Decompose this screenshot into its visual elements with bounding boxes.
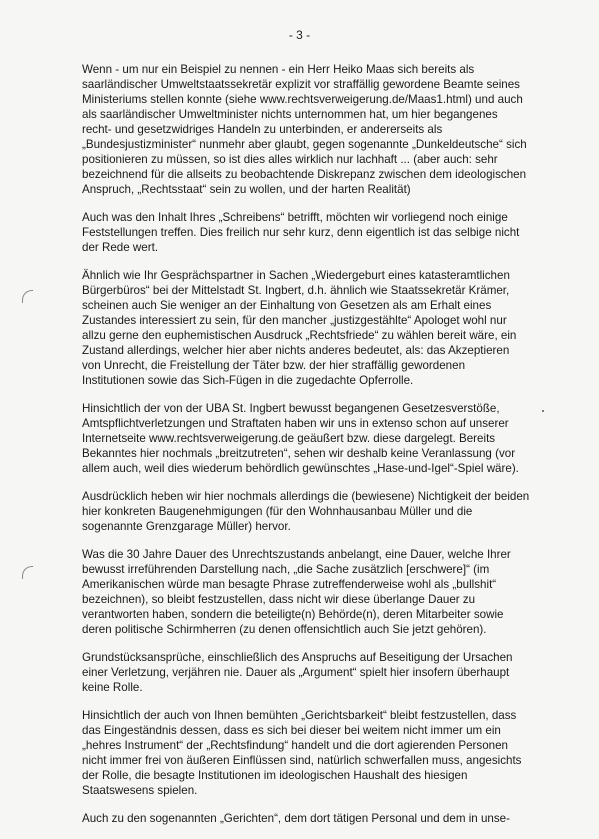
paragraph-gerichten: Auch zu den sogenannten „Gerichten“, dem dort tätigen Personal und dem in unse-: [82, 812, 510, 825]
speck: [542, 410, 544, 412]
paragraph-schreiben: Auch was den Inhalt Ihres „Schreibens“ betrifft, möchten wir vorliegend noch einige Feststellungen treffen. Dies freilich nur sehr kurz, denn eigentlich ist das selbige nicht der Rede wert.: [82, 211, 520, 254]
page-number: - 3 -: [288, 28, 311, 42]
paragraph-30-jahre: Was die 30 Jahre Dauer des Unrechtszustands anbelangt, eine Dauer, welche Ihrer bewusst irreführenden Darstellung nach, „die Sache zusätzlich [erschwere]“ (im Amerikanischen würde man besagte Phrase zutreffenderweise wohl als „bullshit“ bezeichnen), so bleibt festzustellen, dass nicht wir diese überlange Dauer zu verantworten haben, sondern die beteiligte(n) Behörde(n), deren Mitarbeiter sowie deren politische Schirmherren (zu denen offensichtlich auch Sie jetzt gehören).: [82, 548, 511, 636]
paragraph-grundstuecksansprueche: Grundstücksansprüche, einschließlich des Anspruchs auf Beseitigung der Ursachen einer Verletzung, verjähren nie. Dauer als „Argument“ spielt hier insofern überhaupt keine Rolle.: [82, 651, 513, 694]
punch-hole-mark-bottom: [22, 566, 33, 579]
paragraph-rechtsfriede: Ähnlich wie Ihr Gesprächspartner in Sachen „Wiedergeburt eines katasteramtlichen Bürgerbüros“ bei der Mittelstadt St. Ingbert, d.h. ähnlich wie Staatssekretär Krämer, scheinen auch Sie weniger an der Einhaltung von Gesetzen als am Erhalt eines Zustandes interessiert zu sein, für den mancher „justizgestählte“ Apologet wohl nur allzu gerne den euphemistischen Ausdruck „Rechtsfriede“ zu wählen bereit wäre, ein Zustand allerdings, welcher hier aber nichts anderes bedeutet, als: das Akzeptieren von Unrecht, die Freistellung der Täter bzw. der hier straffällig gewordenen Institutionen sowie das Sich-Fügen in die zugedachte Opferrolle.: [82, 269, 517, 387]
paragraph-gerichtsbarkeit: Hinsichtlich der auch von Ihnen bemühten „Gerichtsbarkeit“ bleibt festzustellen, dass das Eingeständnis dessen, dass es sich bei dieser bei weitem nicht immer um ein „hehres Instrument“ der „Rechtsfindung“ handelt und die dort agierenden Personen nicht immer frei von äußeren Einflüssen sind, natürlich schwerfallen muss, angesichts der Rolle, die besagte Institutionen im ideologischen Haushalt des hiesigen Staatswesens spielen.: [82, 709, 522, 797]
paragraph-uba-st-ingbert: Hinsichtlich der von der UBA St. Ingbert bewusst begangenen Gesetzesverstöße, Amtspflichtverletzungen und Straftaten haben wir uns in extenso schon auf unserer Internetseite www.rechtsverweigerung.de geäußert bzw. diese dargelegt. Bereits Bekanntes hier nochmals „breitzutreten“, sehen wir deshalb keine Veranlassung (vor allem auch, weil dies wiederum behördlich gewünschtes „Hase-und-Igel“-Spiel wäre).: [82, 402, 519, 475]
punch-hole-mark-top: [22, 290, 33, 303]
paragraph-heiko-maas: Wenn - um nur ein Beispiel zu nennen - ein Herr Heiko Maas sich bereits als saarländischer Umweltstaatssekretär explizit vor straffällig gewordene Beamte seines Ministeriums stellen konnte (siehe www.rechtsverweigerung.de/Maas1.html) und auch als saarländischer Umweltminister nichts unternommen hat, um hier begangenes recht- und gesetzwidriges Handeln zu unterbinden, er andererseits als „Bundesjustizminister“ nunmehr aber glaubt, gegen sogenannte „Dunkeldeutsche“ sich positionieren zu müssen, so ist dies alles wirklich nur lachhaft ... (aber auch: sehr bezeichnend für die allseits zu beobachtende Diskrepanz zwischen dem ideologischen Anspruch, „Rechtsstaat“ sein zu wollen, und der harten Realität): [82, 63, 527, 196]
paragraph-nichtigkeit: Ausdrücklich heben wir hier nochmals allerdings die (bewiesene) Nichtigkeit der beiden hier konkreten Baugenehmigungen (für den Wohnhausanbau Müller und die sogenannte Grenzgarage Müller) hervor.: [82, 490, 530, 533]
letter-body: [82, 62, 530, 839]
